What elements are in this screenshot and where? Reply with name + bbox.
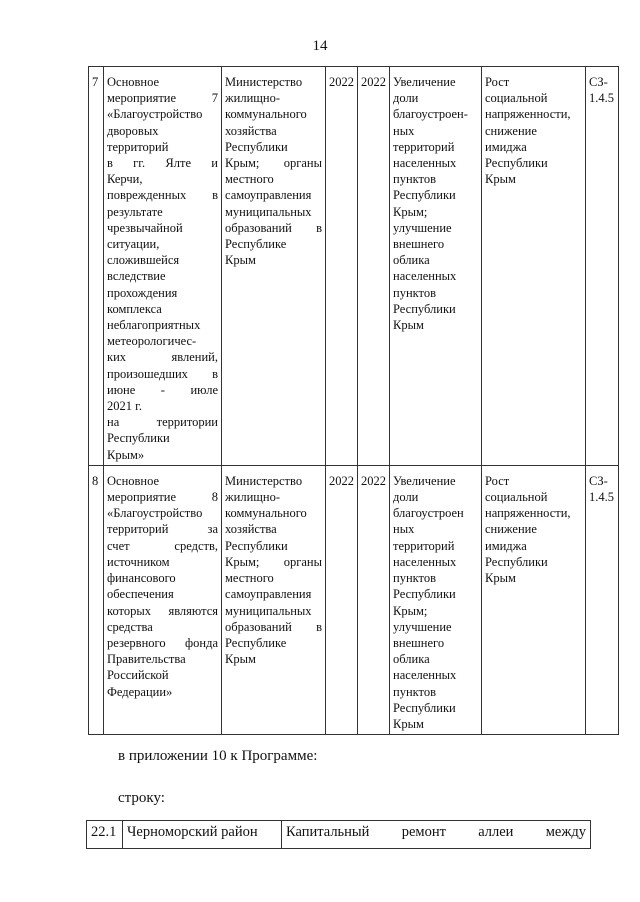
indicator-code-cell: [586, 465, 619, 734]
executor-line: местного: [225, 172, 274, 187]
name-line: ситуации,: [107, 237, 160, 252]
executor-line: Республике: [225, 635, 287, 650]
result-line: Республики: [393, 587, 456, 602]
name-line: финансового: [107, 571, 176, 586]
result-line: Республики: [393, 188, 456, 203]
result-line: Крым;: [393, 204, 428, 219]
name-line: Основное: [107, 75, 160, 89]
result-line: внешнего: [393, 237, 445, 252]
name-line: 2021 г.: [107, 399, 142, 414]
result-line: улучшение: [393, 619, 452, 634]
result-line: Увеличение: [393, 75, 456, 89]
table-row: [87, 821, 591, 849]
name-line: на территории: [107, 415, 218, 430]
consequence-line: социальной: [485, 490, 548, 505]
result-line: Увеличение: [393, 473, 456, 488]
end-year-cell: 2022: [358, 67, 390, 466]
table-row: [89, 465, 619, 734]
name-line: Республики: [107, 431, 170, 446]
result-line: внешнего: [393, 635, 445, 650]
consequence-line: напряженности,: [485, 107, 571, 122]
consequence-line: Рост: [485, 473, 510, 488]
result-line: населенных: [393, 269, 457, 284]
name-line: вследствие: [107, 269, 166, 284]
result-line: Крым: [393, 318, 424, 333]
name-line: средства: [107, 619, 153, 634]
expected-result-cell: [390, 465, 482, 734]
executor-line: самоуправления: [225, 188, 312, 203]
result-line: пунктов: [393, 172, 436, 187]
executor-line: Министерство: [225, 75, 303, 89]
executor-line: Республики: [225, 538, 288, 553]
consequence-cell: [482, 465, 586, 734]
result-line: благоустроен: [393, 506, 464, 521]
executor-line: жилищно-: [225, 490, 280, 505]
name-line: результате: [107, 204, 163, 219]
result-line: Крым;: [393, 603, 428, 618]
name-line: «Благоустройство: [107, 107, 203, 122]
consequence-line: снижение: [485, 123, 537, 138]
consequence-line: социальной: [485, 91, 548, 106]
consequence-line: имиджа: [485, 538, 527, 553]
executor-line: самоуправления: [225, 587, 312, 602]
code-line: СЗ-: [589, 473, 608, 488]
expected-result-cell: [390, 67, 482, 466]
executor-line: коммунального: [225, 107, 307, 122]
name-line: источником: [107, 554, 170, 569]
result-line: доли: [393, 91, 419, 106]
measure-name-cell: [104, 465, 222, 734]
row-number-cell: 8: [89, 465, 104, 734]
row-number-cell: 22.1: [87, 821, 123, 849]
consequence-line: Крым: [485, 571, 516, 586]
result-line: благоустроен-: [393, 107, 468, 122]
result-line: Республики: [393, 301, 456, 316]
executor-line: муниципальных: [225, 204, 312, 219]
result-line: населенных: [393, 668, 457, 683]
result-line: населенных: [393, 156, 457, 171]
consequence-line: имиджа: [485, 139, 527, 154]
row-number-cell: 7: [89, 67, 104, 466]
name-line: дворовых: [107, 123, 159, 138]
appendix-table: [86, 820, 591, 849]
name-line: счет средств,: [107, 538, 218, 553]
name-line: метеорологичес-: [107, 334, 197, 349]
result-line: Крым: [393, 716, 424, 731]
consequence-line: Республики: [485, 554, 548, 569]
consequence-cell: [482, 67, 586, 466]
start-year-cell: 2022: [326, 465, 358, 734]
executor-line: хозяйства: [225, 522, 277, 537]
name-line: Керчи,: [107, 172, 143, 187]
executor-line: образований в: [225, 220, 322, 235]
executor-line: Крым: [225, 652, 256, 667]
consequence-line: Крым: [485, 172, 516, 187]
name-line: Крым»: [107, 447, 145, 462]
executor-line: муниципальных: [225, 603, 312, 618]
result-line: облика: [393, 253, 430, 268]
name-line: чрезвычайной: [107, 220, 183, 235]
code-line: 1.4.5: [589, 490, 614, 505]
consequence-line: напряженности,: [485, 506, 571, 521]
executor-line: Крым: [225, 253, 256, 268]
consequence-line: Рост: [485, 75, 510, 89]
page-number: 14: [312, 38, 328, 54]
name-line: мероприятие 8: [107, 490, 218, 505]
consequence-line: снижение: [485, 522, 537, 537]
name-line: территорий: [107, 139, 169, 154]
executor-line: местного: [225, 571, 274, 586]
name-line: обеспечения: [107, 587, 174, 602]
executor-line: Крым; органы: [225, 554, 322, 569]
executor-line: коммунального: [225, 506, 307, 521]
name-line: сложившейся: [107, 253, 180, 268]
executor-line: Министерство: [225, 473, 303, 488]
name-line: «Благоустройство: [107, 506, 203, 521]
executor-line: Республики: [225, 139, 288, 154]
measures-table: [88, 66, 619, 735]
result-line: пунктов: [393, 285, 436, 300]
result-line: территорий: [393, 139, 455, 154]
name-line: июне - июле: [107, 382, 218, 397]
result-line: облика: [393, 652, 430, 667]
name-line: неблагоприятных: [107, 318, 201, 333]
district-cell: Черноморский район: [123, 821, 282, 849]
measure-name-cell: [104, 67, 222, 466]
result-line: пунктов: [393, 571, 436, 586]
description-cell: [282, 821, 591, 849]
executor-line: Республике: [225, 237, 287, 252]
name-line: произошедших в: [107, 366, 218, 381]
name-line: Федерации»: [107, 684, 173, 699]
name-line: поврежденных в: [107, 188, 218, 203]
consequence-line: Республики: [485, 156, 548, 171]
result-line: доли: [393, 490, 419, 505]
name-line: в гг. Ялте и: [107, 156, 218, 171]
name-line: резервного фонда: [107, 635, 218, 650]
row-label-paragraph: строку:: [118, 790, 165, 806]
indicator-code-cell: [586, 67, 619, 466]
name-line: мероприятие 7: [107, 91, 218, 106]
name-line: ких явлений,: [107, 350, 218, 365]
result-line: улучшение: [393, 220, 452, 235]
executor-line: образований в: [225, 619, 322, 634]
executor-line: Крым; органы: [225, 156, 322, 171]
appendix-paragraph: в приложении 10 к Программе:: [118, 748, 318, 764]
description-line: Капитальный ремонт аллеи между: [286, 824, 586, 840]
executor-line: жилищно-: [225, 91, 280, 106]
name-line: прохождения: [107, 285, 178, 300]
name-line: Российской: [107, 668, 169, 683]
executor-line: хозяйства: [225, 123, 277, 138]
end-year-cell: 2022: [358, 465, 390, 734]
result-line: населенных: [393, 554, 457, 569]
result-line: пунктов: [393, 684, 436, 699]
executor-cell: [222, 67, 326, 466]
name-line: комплекса: [107, 301, 162, 316]
result-line: ных: [393, 123, 415, 138]
start-year-cell: 2022: [326, 67, 358, 466]
name-line: Основное: [107, 473, 160, 488]
code-line: 1.4.5: [589, 91, 614, 106]
result-line: Республики: [393, 700, 456, 715]
code-line: СЗ-: [589, 75, 608, 89]
name-line: Правительства: [107, 652, 186, 667]
result-line: ных: [393, 522, 415, 537]
name-line: территорий за: [107, 522, 218, 537]
name-line: которых являются: [107, 603, 218, 618]
executor-cell: [222, 465, 326, 734]
table-row: [89, 67, 619, 466]
result-line: территорий: [393, 538, 455, 553]
